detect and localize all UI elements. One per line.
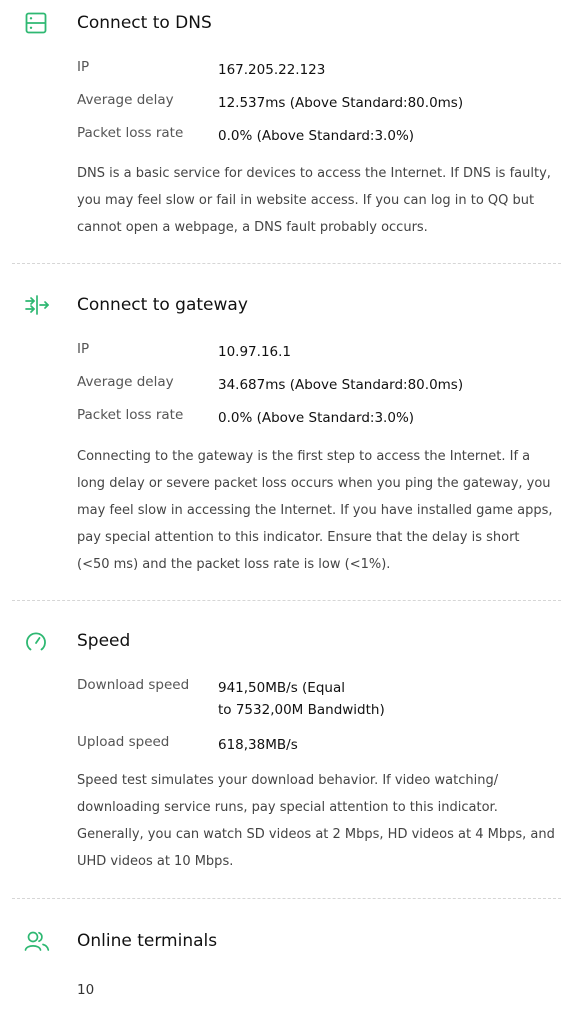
upload-speed-row bbox=[77, 734, 557, 756]
dns-loss-value: 0.0% (Above Standard:3.0%) bbox=[218, 128, 415, 144]
speed-title: Speed bbox=[77, 631, 131, 651]
section-divider bbox=[12, 898, 561, 899]
gateway-delay-value: 34.687ms (Above Standard:80.0ms) bbox=[218, 377, 464, 393]
download-speed-row bbox=[77, 677, 557, 721]
dns-loss-label: Packet loss rate bbox=[77, 125, 184, 141]
gateway-loss-label: Packet loss rate bbox=[77, 407, 184, 423]
dns-server-icon bbox=[24, 11, 50, 37]
dns-ip-label: IP bbox=[77, 59, 90, 75]
dns-ip-value: 167.205.22.123 bbox=[218, 62, 326, 78]
gateway-title: Connect to gateway bbox=[77, 295, 248, 315]
speedometer-icon bbox=[24, 630, 50, 656]
gateway-description: Connecting to the gateway is the first step to access the Internet. If a long delay or severe packet loss occurs when you ping the gateway, you may feel slow in accessing the Internet. If you have installed game apps, pay special attention to this indicator. Ensure that the delay is short (<50 ms) and the packet loss rate is low (<1%). bbox=[77, 449, 553, 572]
users-icon bbox=[24, 929, 50, 955]
gateway-arrows-icon bbox=[24, 293, 50, 319]
gateway-ip-value: 10.97.16.1 bbox=[218, 344, 291, 360]
section-divider bbox=[12, 600, 561, 601]
dns-delay-value: 12.537ms (Above Standard:80.0ms) bbox=[218, 95, 464, 111]
terminals-count: 10 bbox=[77, 982, 95, 998]
gateway-ip-label: IP bbox=[77, 341, 90, 357]
terminals-title: Online terminals bbox=[77, 931, 218, 951]
speed-header bbox=[0, 628, 573, 658]
upload-speed-label: Upload speed bbox=[77, 734, 170, 750]
dns-title: Connect to DNS bbox=[77, 13, 212, 33]
speed-description: Speed test simulates your download behavior. If video watching/ downloading service runs, pay special attention to this indicator. Generally, you can watch SD videos at 2 Mbps, HD videos at 4 Mbps, and UHD videos at 10 Mbps. bbox=[77, 773, 555, 869]
gateway-delay-label: Average delay bbox=[77, 374, 174, 390]
terminals-header bbox=[0, 928, 573, 958]
upload-speed-value: 618,38MB/s bbox=[218, 737, 298, 753]
download-speed-value-line1: 941,50MB/s (Equal bbox=[218, 680, 345, 696]
dns-description: DNS is a basic service for devices to access the Internet. If DNS is faulty, you may feel slow or fail in website access. If you can log in to QQ but cannot open a webpage, a DNS fault probably occurs. bbox=[77, 166, 551, 235]
download-speed-value-line2: to 7532,00M Bandwidth) bbox=[218, 702, 385, 718]
dns-delay-row bbox=[77, 92, 557, 114]
terminals-count-row bbox=[77, 982, 557, 1004]
section-divider bbox=[12, 263, 561, 264]
download-speed-label: Download speed bbox=[77, 677, 190, 693]
gateway-header bbox=[0, 292, 573, 322]
dns-delay-label: Average delay bbox=[77, 92, 174, 108]
dns-loss-row bbox=[77, 125, 557, 147]
gateway-delay-row bbox=[77, 374, 557, 396]
gateway-loss-value: 0.0% (Above Standard:3.0%) bbox=[218, 410, 415, 426]
download-speed-value bbox=[218, 677, 385, 721]
dns-header bbox=[0, 10, 573, 40]
gateway-loss-row bbox=[77, 407, 557, 429]
dns-ip-row bbox=[77, 59, 557, 81]
gateway-ip-row bbox=[77, 341, 557, 363]
